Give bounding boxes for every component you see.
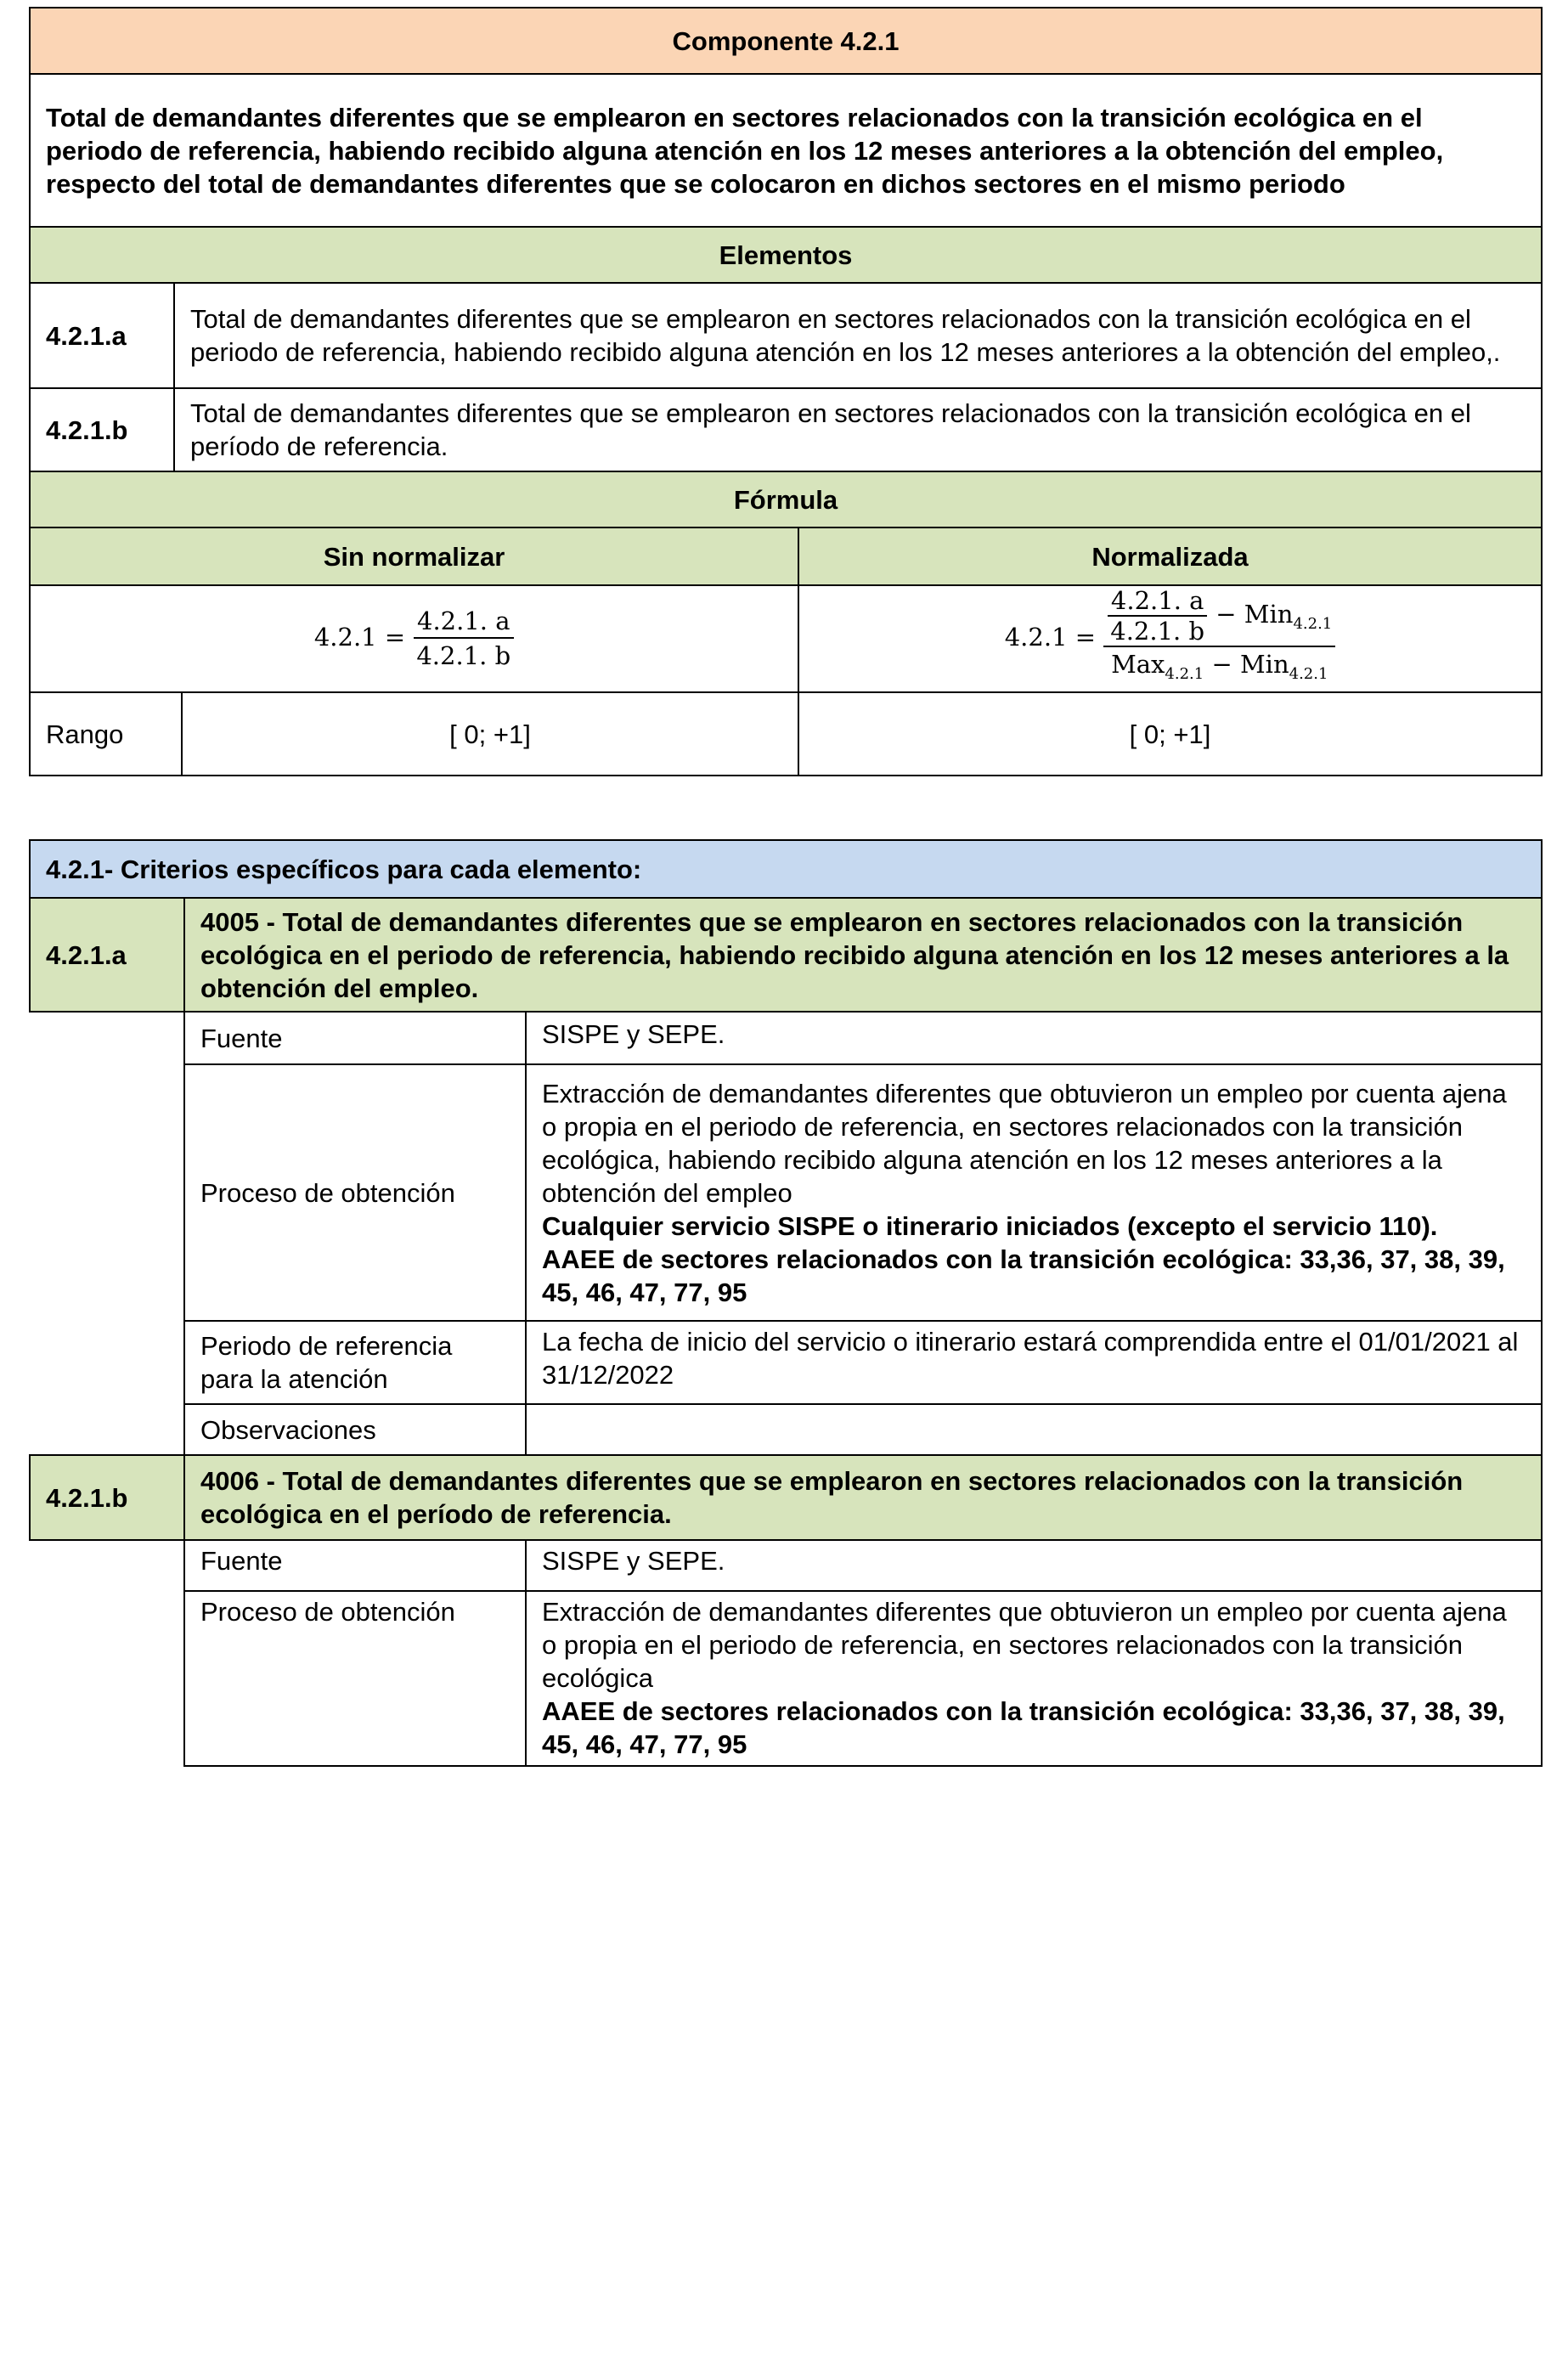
spacer	[30, 1321, 184, 1404]
max-label: Max	[1111, 650, 1165, 679]
element-text: Total de demandantes diferentes que se emplearon en sectores relacionados con la transición ecológica en el período de referencia.	[174, 388, 1542, 471]
element-text: Total de demandantes diferentes que se emplearon en sectores relacionados con la transición ecológica en el periodo de referencia, habiendo recibido alguna atención en los 12 meses anteriores a la obtención del empleo,.	[174, 283, 1542, 388]
component-table	[29, 7, 1543, 776]
fuente-label: Fuente	[184, 1012, 526, 1064]
criteria-item-title: 4006 - Total de demandantes diferentes que se emplearon en sectores relacionados con la transición ecológica en el período de referencia.	[184, 1455, 1542, 1540]
proceso-bold-line: AAEE de sectores relacionados con la transición ecológica: 33,36, 37, 38, 39, 45, 46, 47, 77, 95	[542, 1696, 1505, 1759]
sin-normalizar-header: Sin normalizar	[30, 527, 798, 585]
minus-min: − Min	[1215, 600, 1294, 629]
proceso-label: Proceso de obtención	[184, 1591, 526, 1766]
max-subscript: 4.2.1	[1165, 665, 1204, 683]
component-title: Componente 4.2.1	[30, 8, 1542, 74]
spacer	[30, 1540, 184, 1591]
element-id: 4.2.1.a	[30, 283, 174, 388]
proceso-bold-line: Cualquier servicio SISPE o itinerario iniciados (excepto el servicio 110).	[542, 1210, 1438, 1241]
proceso-label: Proceso de obtención	[184, 1064, 526, 1321]
rango-label: Rango	[30, 692, 182, 776]
proceso-cell	[526, 1591, 1542, 1766]
formula-numerator: 4.2.1. a	[414, 605, 514, 639]
observaciones-value	[526, 1404, 1542, 1455]
spacer	[30, 1591, 184, 1766]
min-subscript: 4.2.1	[1293, 615, 1333, 633]
spacer	[30, 1404, 184, 1455]
criteria-table	[29, 839, 1543, 1767]
rango-plain: [ 0; +1]	[182, 692, 798, 776]
inner-denominator: 4.2.1. b	[1110, 617, 1205, 646]
proceso-text: Extracción de demandantes diferentes que obtuvieron un empleo por cuenta ajena o propia en el periodo de referencia, en sectores relacionados con la transición ecológica	[542, 1597, 1507, 1693]
criteria-item-id: 4.2.1.a	[30, 898, 184, 1012]
inner-numerator: 4.2.1. a	[1108, 586, 1208, 617]
proceso-text: Extracción de demandantes diferentes que obtuvieron un empleo por cuenta ajena o propia en el periodo de referencia, en sectores relacionados con la transición ecológica, habiendo recibido alguna atención en los 12 meses anteriores a la obtención del empleo	[542, 1078, 1507, 1208]
formula-lhs: 4.2.1 =	[1004, 623, 1097, 652]
formula-denominator: 4.2.1. b	[416, 641, 511, 670]
formula-lhs: 4.2.1 =	[313, 623, 406, 652]
fuente-value: SISPE y SEPE.	[526, 1012, 1542, 1064]
normalizada-header: Normalizada	[798, 527, 1542, 585]
observaciones-label: Observaciones	[184, 1404, 526, 1455]
fuente-label: Fuente	[184, 1540, 526, 1591]
formula-header: Fórmula	[30, 471, 1542, 527]
elements-header: Elementos	[30, 227, 1542, 283]
proceso-bold-line: AAEE de sectores relacionados con la transición ecológica: 33,36, 37, 38, 39, 45, 46, 47, 77, 95	[542, 1244, 1505, 1307]
periodo-label: Periodo de referencia para la atención	[184, 1321, 526, 1404]
formula-fraction	[1103, 586, 1335, 691]
formula-numerator	[1103, 586, 1335, 647]
fuente-value: SISPE y SEPE.	[526, 1540, 1542, 1591]
component-description: Total de demandantes diferentes que se emplearon en sectores relacionados con la transición ecológica en el periodo de referencia, habiendo recibido alguna atención en los 12 meses anteriores a la obtención del empleo, respecto del total de demandantes diferentes que se colocaron en dichos sectores en el mismo periodo	[30, 74, 1542, 227]
spacer	[30, 1012, 184, 1064]
formula-plain	[30, 585, 798, 692]
criteria-item-title: 4005 - Total de demandantes diferentes que se emplearon en sectores relacionados con la transición ecológica en el periodo de referencia, habiendo recibido alguna atención en los 12 meses anteriores a la obtención del empleo.	[184, 898, 1542, 1012]
formula-fraction	[413, 605, 514, 673]
formula-denominator	[1108, 647, 1331, 691]
spacer	[30, 1064, 184, 1321]
criteria-item-id: 4.2.1.b	[30, 1455, 184, 1540]
criteria-header: 4.2.1- Criterios específicos para cada elemento:	[30, 840, 1542, 898]
den-min-subscript: 4.2.1	[1289, 665, 1328, 683]
den-minus-min: − Min	[1211, 650, 1289, 679]
element-id: 4.2.1.b	[30, 388, 174, 471]
inner-fraction	[1107, 586, 1208, 646]
proceso-cell	[526, 1064, 1542, 1321]
formula-normalized	[798, 585, 1542, 692]
rango-normalized: [ 0; +1]	[798, 692, 1542, 776]
periodo-value: La fecha de inicio del servicio o itinerario estará comprendida entre el 01/01/2021 al 31/12/2022	[526, 1321, 1542, 1404]
